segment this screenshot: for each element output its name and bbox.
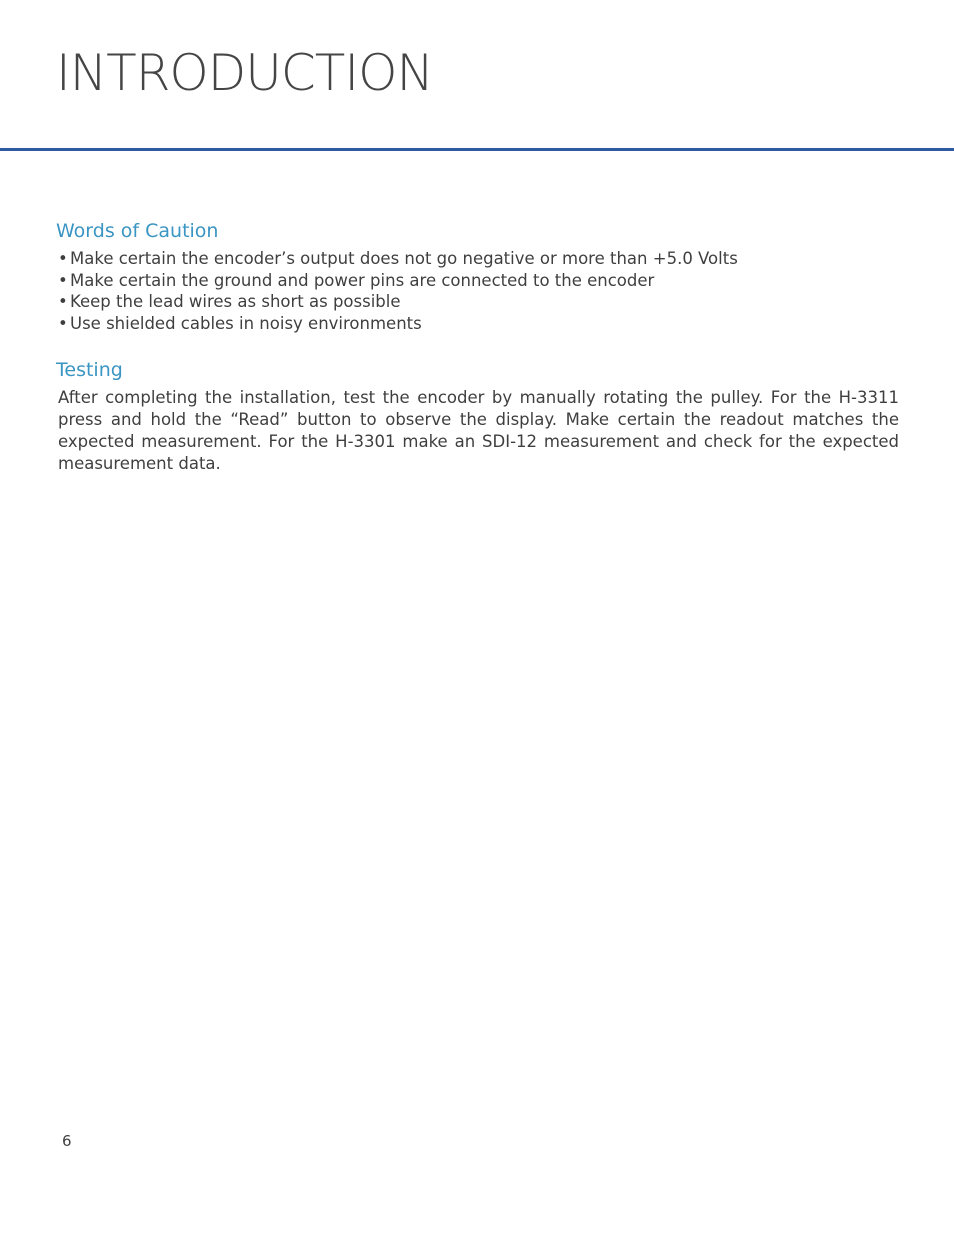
words-of-caution-section [56, 220, 899, 335]
bullet-icon: • [58, 292, 68, 312]
list-item [58, 291, 899, 313]
testing-section [56, 359, 899, 475]
list-item-text: Make certain the encoder’s output does not go negative or more than +5.0 Volts [70, 248, 738, 268]
section-heading-testing: Testing [56, 359, 123, 381]
caution-list [58, 248, 899, 335]
bullet-icon: • [58, 270, 68, 290]
testing-paragraph: After completing the installation, test the encoder by manually rotating the pulley. For the H-3311 press and hold the “Read” button to observe the display. Make certain the readout matches the expected measurement. For the H-3301 make an SDI-12 measurement and check for the expected measurement data. [58, 387, 899, 473]
bullet-icon: • [58, 248, 68, 268]
list-item-text: Keep the lead wires as short as possible [70, 292, 401, 312]
bullet-icon: • [58, 314, 68, 334]
list-item-text: Use shielded cables in noisy environments [70, 314, 422, 334]
section-heading-caution: Words of Caution [56, 220, 219, 242]
list-item-text: Make certain the ground and power pins are connected to the encoder [70, 270, 655, 290]
page-number: 6 [62, 1132, 72, 1150]
page-title: INTRODUCTION [56, 44, 433, 102]
list-item [58, 248, 899, 270]
list-item [58, 270, 899, 292]
list-item [58, 313, 899, 335]
title-divider [0, 148, 954, 151]
